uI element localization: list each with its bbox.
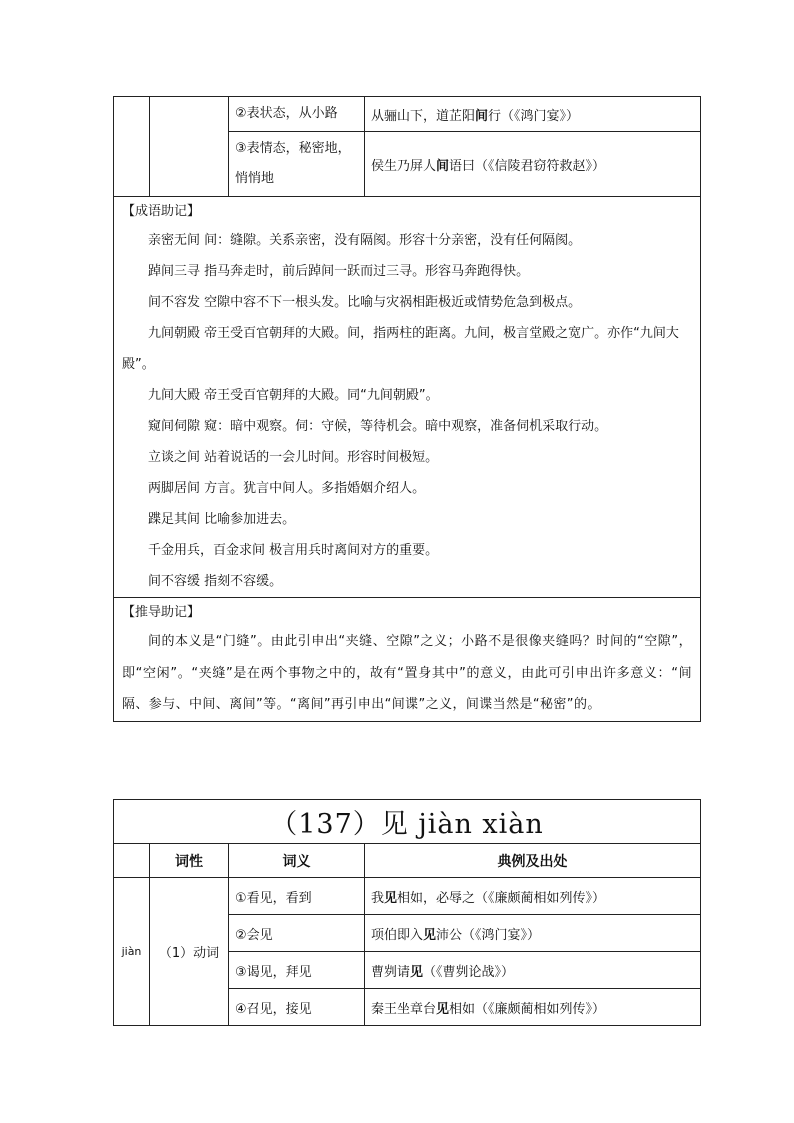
example-source: 行（《鸿门宴》） <box>488 108 580 124</box>
derivation-text: 间的本义是“门缝”。由此引申出“夹缝、空隙”之义；小路不是很像夹缝吗？时间的“空隙”，即“空闲”。“夹缝”是在两个事物之中的，故有“置身其中”的意义，由此可引申出许多意义：“间隔、参与、中间、离间”等。“离间”再引申出“间谍”之义，间谍当然是“秘密”的。 <box>122 634 692 712</box>
example-text: 项伯即入 <box>371 927 424 943</box>
pos-cell <box>150 97 229 197</box>
header-example: 典例及出处 <box>365 844 701 878</box>
header-row <box>114 844 701 878</box>
entry-table-jian-continued <box>113 96 701 722</box>
example-text: 秦王坐章台 <box>371 1001 437 1017</box>
idiom-line: 两脚居间 方言。犹言中间人。多指婚姻介绍人。 <box>148 481 426 496</box>
example-cell <box>365 878 701 915</box>
headword: 间 <box>436 158 450 174</box>
headword: 间 <box>475 108 489 124</box>
example-source: 相如，必辱之（《廉颇蔺相如列传》） <box>397 890 606 906</box>
example-cell <box>365 132 701 197</box>
sense-cell: ②会见 <box>229 915 365 952</box>
table-row <box>114 97 701 132</box>
example-cell <box>365 989 701 1026</box>
idiom-line: 千金用兵，百金求间 极言用兵时离间对方的重要。 <box>148 543 439 558</box>
entry-title-row <box>114 800 701 844</box>
derivation-section-row <box>114 598 701 722</box>
table-row <box>114 878 701 915</box>
example-cell <box>365 97 701 132</box>
example-source: 语曰（《信陵君窃符救赵》） <box>449 158 606 174</box>
example-source: 沛公（《鸿门宴》） <box>436 927 541 943</box>
example-cell <box>365 915 701 952</box>
entry-title: （137）见 jiàn xiàn <box>114 800 701 844</box>
sense-cell: ③表情态，秘密地，悄悄地 <box>229 132 365 197</box>
example-text: 侯生乃屏人 <box>371 158 437 174</box>
headword: 见 <box>384 890 398 906</box>
header-pos: 词性 <box>150 844 229 878</box>
headword: 见 <box>423 927 437 943</box>
header-meaning: 词义 <box>229 844 365 878</box>
reading-cell: jiàn <box>114 878 150 1026</box>
entry-table-jian <box>113 799 701 1026</box>
example-text: 我 <box>371 890 385 906</box>
sense-cell: ①看见，看到 <box>229 878 365 915</box>
idiom-line: 踔间三寻 指马奔走时，前后踔间一跃而过三寻。形容马奔跑得快。 <box>148 264 530 279</box>
header-blank <box>114 844 150 878</box>
headword: 见 <box>436 1001 450 1017</box>
reading-cell <box>114 97 150 197</box>
example-text: 曹刿请 <box>371 964 411 980</box>
headword: 见 <box>410 964 424 980</box>
example-text: 从骊山下，道芷阳 <box>371 108 476 124</box>
idiom-line: 间不容发 空隙中容不下一根头发。比喻与灾祸相距极近或情势危急到极点。 <box>148 295 582 310</box>
idiom-line: 亲密无间 间：缝隙。关系亲密，没有隔阂。形容十分亲密，没有任何隔阂。 <box>148 233 582 248</box>
idiom-line: 间不容缓 指刻不容缓。 <box>148 574 283 589</box>
idiom-section <box>114 197 701 598</box>
sense-cell: ③谒见，拜见 <box>229 952 365 989</box>
example-source: 相如（《廉颇蔺相如列传》） <box>449 1001 606 1017</box>
example-cell <box>365 952 701 989</box>
pos-cell: （1）动词 <box>150 878 229 1026</box>
sense-cell: ②表状态，从小路 <box>229 97 365 132</box>
sense-cell: ④召见，接见 <box>229 989 365 1026</box>
idiom-line: 窥间伺隙 窥：暗中观察。伺：守候，等待机会。暗中观察，准备伺机采取行动。 <box>148 419 608 434</box>
idiom-section-row <box>114 197 701 598</box>
idiom-line: 九间大殿 帝王受百官朝拜的大殿。同“九间朝殿”。 <box>148 388 439 403</box>
example-source: （《曹刿论战》） <box>423 964 515 980</box>
derivation-section <box>114 598 701 722</box>
idiom-line: 九间朝殿 帝王受百官朝拜的大殿。间，指两柱的距离。九间，极言堂殿之宽广。亦作“九间大殿”。 <box>122 326 679 372</box>
derivation-section-title: 【推导助记】 <box>122 605 201 620</box>
idiom-line: 立谈之间 站着说话的一会儿时间。形容时间极短。 <box>148 450 439 465</box>
idiom-line: 蹀足其间 比喻参加进去。 <box>148 512 296 527</box>
idiom-section-title: 【成语助记】 <box>122 204 201 219</box>
